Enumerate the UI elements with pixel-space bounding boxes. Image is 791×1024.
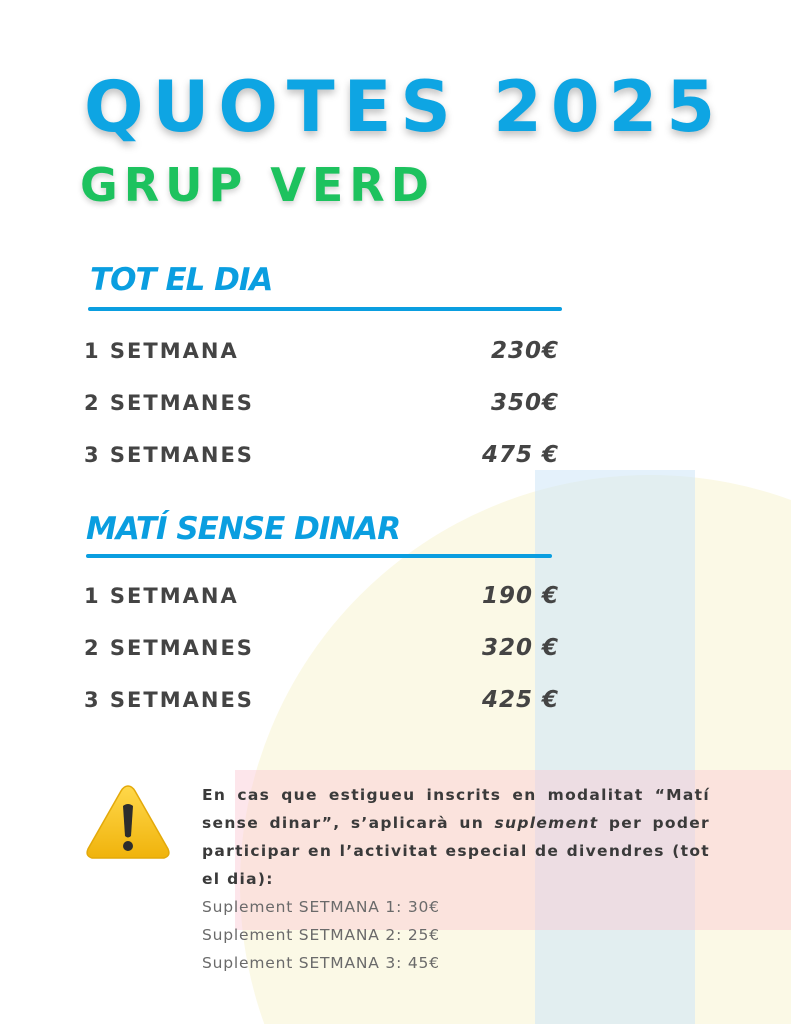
price-row-value: 425 € [481, 687, 559, 713]
price-row-label: 3 SETMANES [84, 443, 254, 467]
section-divider [88, 307, 562, 311]
price-row [84, 388, 559, 418]
section-divider [86, 554, 552, 558]
price-row-value: 190 € [481, 583, 559, 609]
note-emphasis: suplement [494, 814, 599, 832]
price-row-label: 1 SETMANA [84, 584, 239, 608]
price-row-value: 230€ [490, 338, 559, 364]
price-row [84, 336, 559, 366]
supplement-note [202, 781, 710, 977]
section-heading-tot-el-dia: TOT EL DIA [90, 262, 273, 298]
supplement-note-text [202, 781, 710, 893]
price-row-label: 3 SETMANES [84, 688, 254, 712]
price-row-value: 475 € [481, 442, 559, 468]
supplement-line: Suplement SETMANA 1: 30€ [202, 898, 440, 916]
price-row [84, 685, 559, 715]
supplement-line: Suplement SETMANA 2: 25€ [202, 926, 440, 944]
note-text-part: En cas que estigueu inscrits en modalitat “Matí sense dinar”, s’aplicarà un [202, 786, 710, 832]
price-row [84, 581, 559, 611]
warning-icon [84, 782, 172, 862]
price-row-value: 350€ [490, 390, 559, 416]
price-row-label: 2 SETMANES [84, 391, 254, 415]
price-row-value: 320 € [481, 635, 559, 661]
price-row-label: 1 SETMANA [84, 339, 239, 363]
page-title: QUOTES 2025 [84, 66, 725, 148]
price-row [84, 633, 559, 663]
supplement-line: Suplement SETMANA 3: 45€ [202, 954, 440, 972]
price-row [84, 440, 559, 470]
note-text-part: per poder participar en l’activitat especial de divendres (tot el dia): [202, 814, 710, 888]
price-row-label: 2 SETMANES [84, 636, 254, 660]
section-heading-mati-sense-dinar: MATÍ SENSE DINAR [86, 511, 401, 547]
page-subtitle: GRUP VERD [80, 158, 435, 212]
